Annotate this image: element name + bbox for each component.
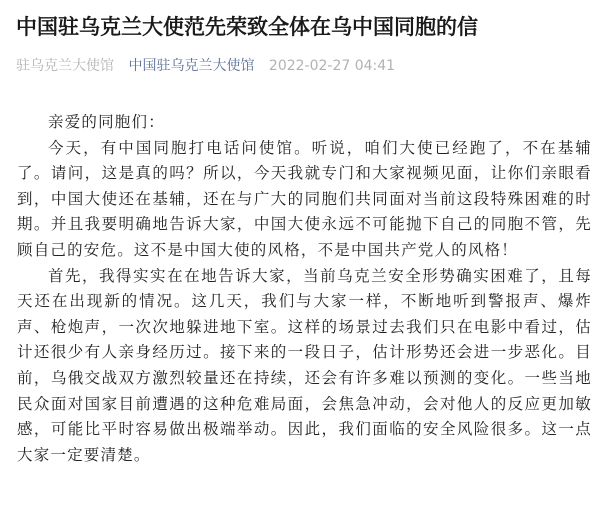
author-name: 驻乌克兰大使馆 [16,58,114,74]
article-title: 中国驻乌克兰大使范先荣致全体在乌中国同胞的信 [16,15,478,39]
publish-date: 2022-02-27 04:41 [268,58,396,74]
paragraph-greeting: 亲爱的同胞们： [48,113,165,131]
paragraph: 首先，我得实实在在地告诉大家，当前乌克兰安全形势确实困难了，且每天还在出现新的情况。这几天，我们与大家一样，不断地听到警报声、爆炸声、枪炮声，一次次地躲进地下室。这样的场景过去我们只在电影中看过，估计还很少有人亲身经历过。接下来的一段日子，估计形势还会进一步恶化。目前，乌俄交战双方激烈较量还在持续，还会有许多难以预测的变化。一些当地民众面对国家目前遭遇的这种危难局面，会焦急冲动，会对他人的反应更加敏感，可能比平时容易做出极端举动。因此，我们面临的安全风险很多。这一点大家一定要清楚。 [17,266,592,464]
account-name-link[interactable]: 中国驻乌克兰大使馆 [128,58,255,74]
article-body [17,110,592,468]
article-meta [16,56,395,76]
paragraph: 今天，有中国同胞打电话问使馆。听说，咱们大使已经跑了，不在基辅了。请问，这是真的吗？所以，今天我就专门和大家视频见面，让你们亲眼看到，中国大使还在基辅，还在与广大的同胞们共同面对当前这段特殊困难的时期。并且我要明确地告诉大家，中国大使永远不可能抛下自己的同胞不管，先顾自己的安危。这不是中国大使的风格，不是中国共产党人的风格！ [17,138,592,259]
